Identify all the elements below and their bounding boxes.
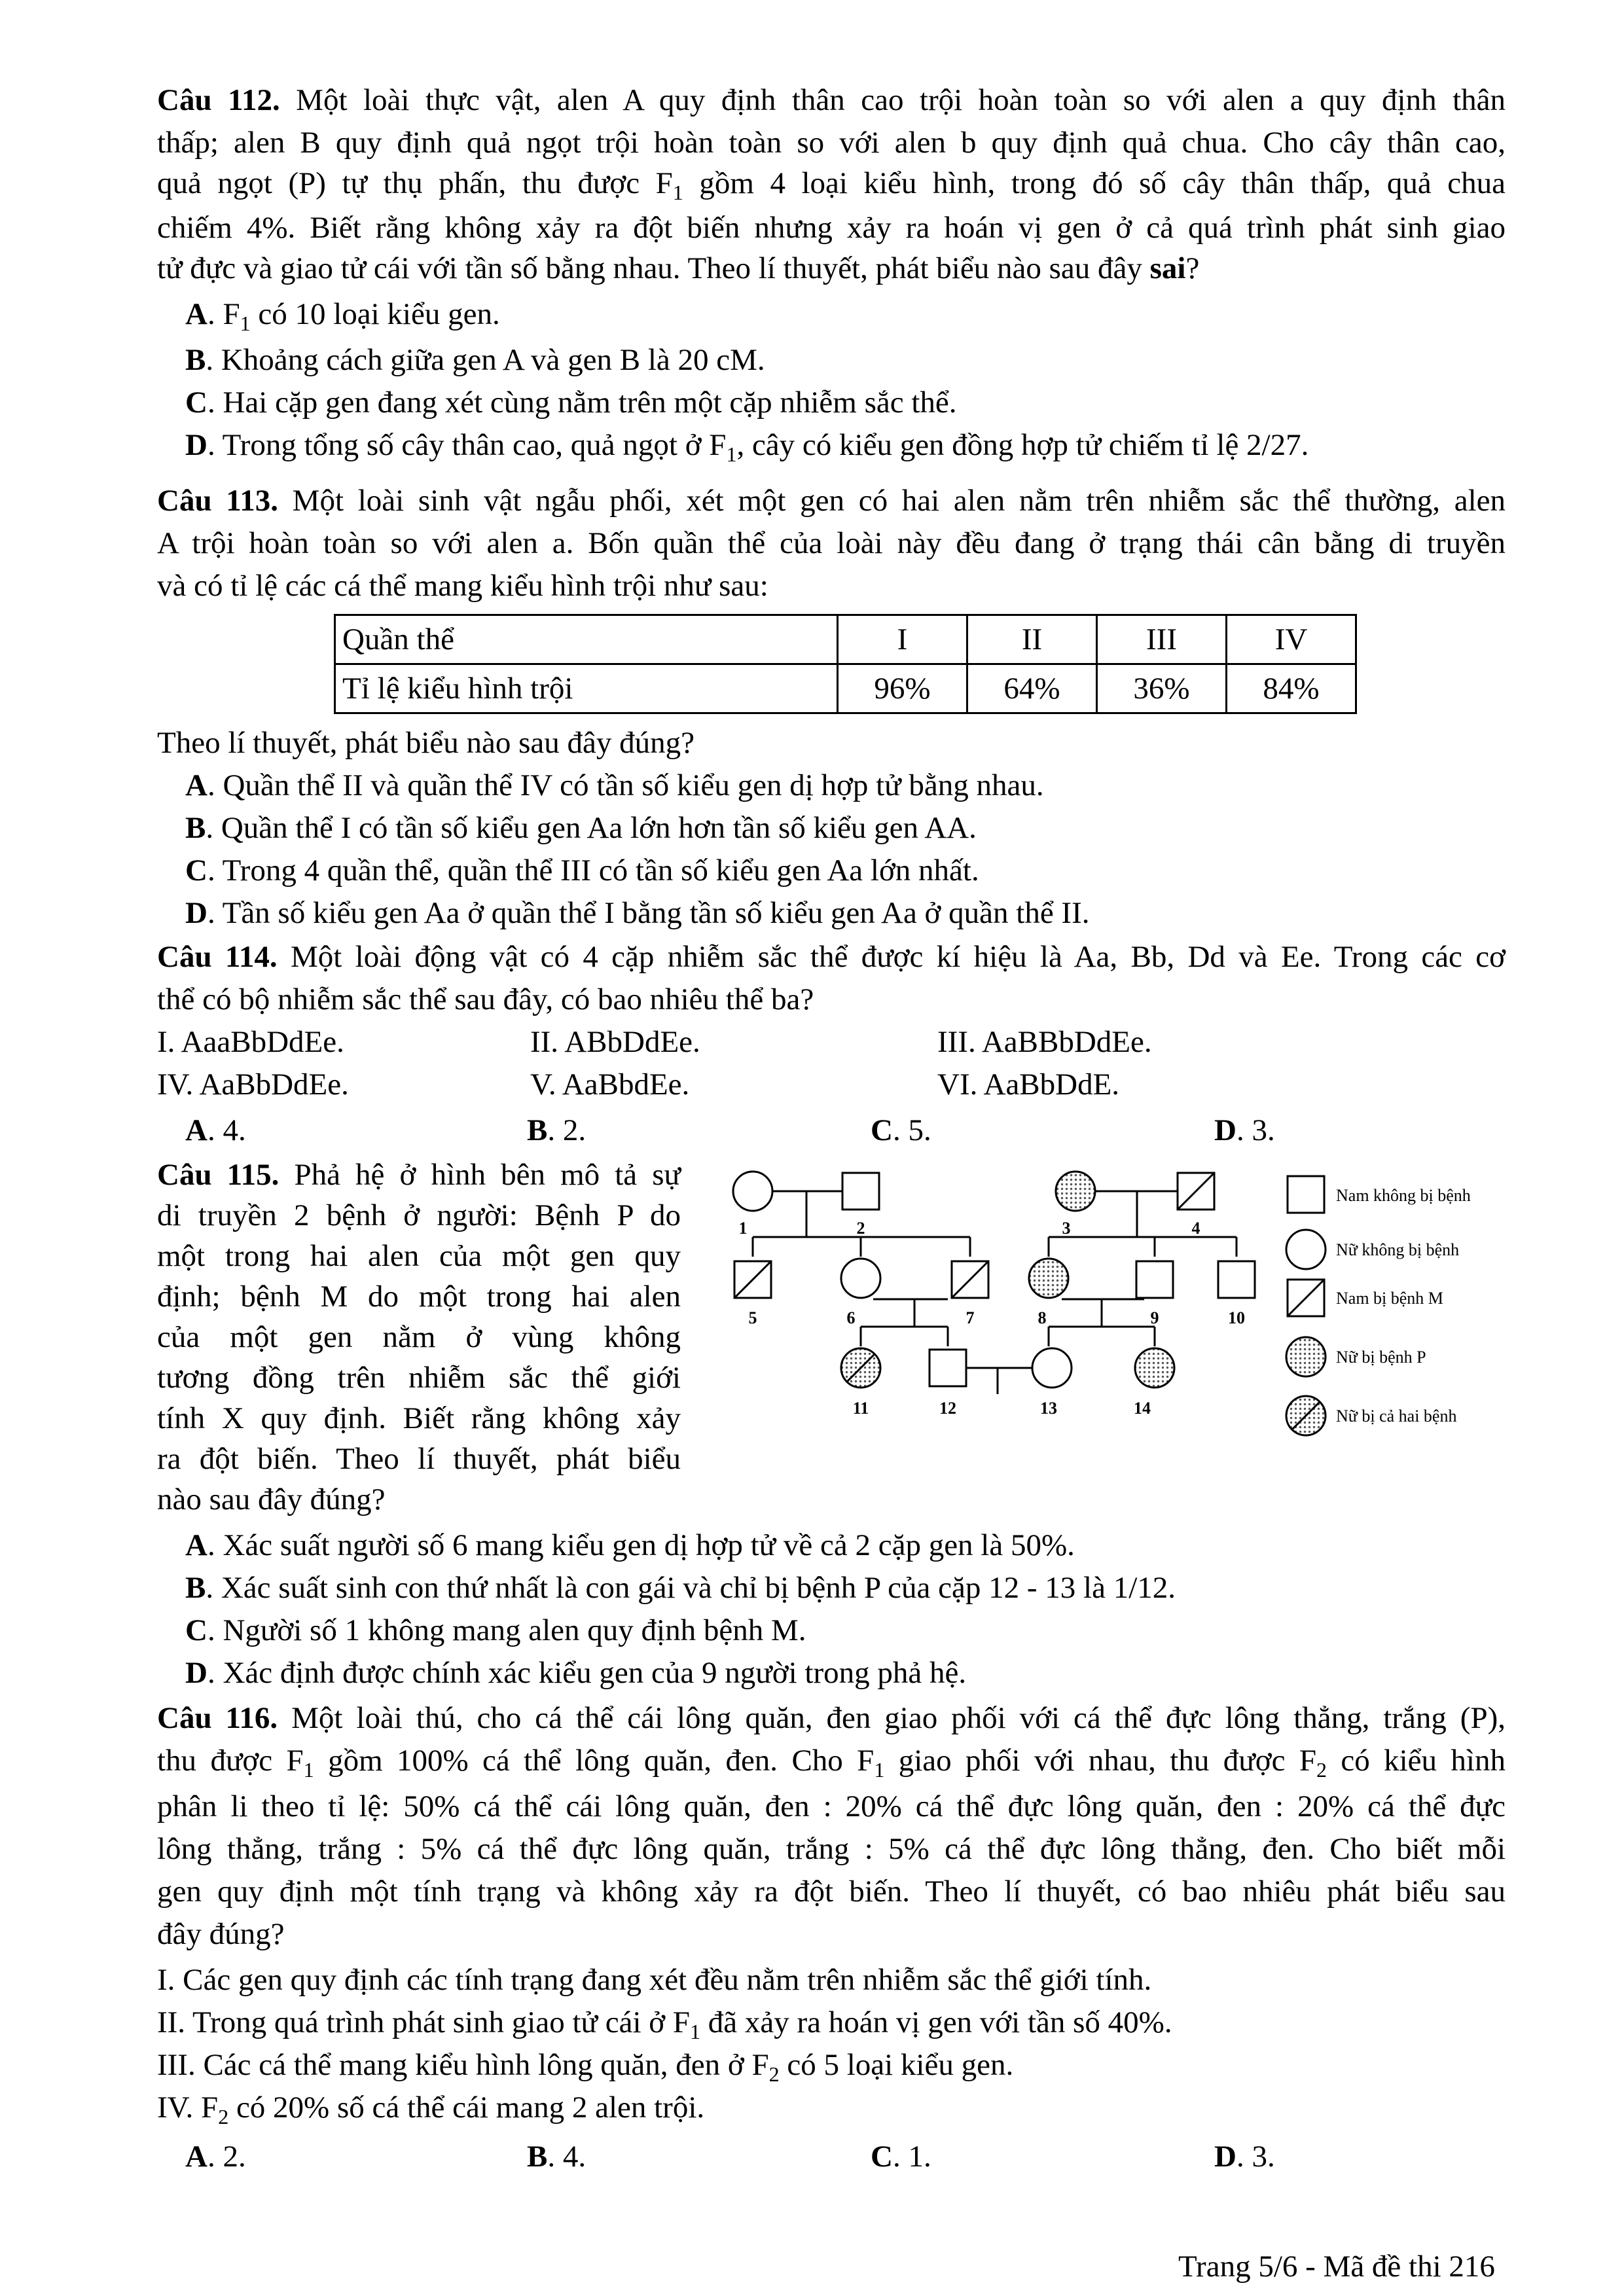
- table-cell: 84%: [1227, 664, 1356, 713]
- q113-option-a: [185, 766, 1044, 805]
- dominant-phenotype-table: [334, 614, 1357, 714]
- table-header-cell: I: [838, 615, 967, 664]
- q115-line4: định; bệnh M do một trong hai alen: [157, 1280, 681, 1314]
- q112-d-letter: D: [185, 428, 208, 462]
- pedigree-female-13: [1032, 1348, 1072, 1388]
- q114-option-c: [871, 1111, 931, 1150]
- q113-option-c: [185, 851, 979, 890]
- q115-option-d: [185, 1653, 966, 1693]
- table-row: [335, 664, 1356, 713]
- q112-d-pre: . Trong tổng số cây thân cao, quả ngọt ở F: [207, 428, 727, 462]
- legend-label: Nữ bị cả hai bệnh: [1336, 1407, 1457, 1426]
- q116-text2c: giao phối với nhau, thu được F: [884, 1744, 1316, 1778]
- q114-option-b: [527, 1111, 586, 1150]
- q114-a-text: . 4.: [207, 1113, 246, 1147]
- q114-d-letter: D: [1214, 1113, 1236, 1147]
- q112-text1: Một loài thực vật, alen A quy định thân cao trội hoàn toàn so với alen a quy định thân: [296, 83, 1506, 117]
- q115-b-letter: B: [185, 1571, 206, 1605]
- q115-text1: Phả hệ ở hình bên mô tả sự: [294, 1158, 681, 1192]
- q115-c-letter: C: [185, 1613, 208, 1647]
- q115-a-text: . Xác suất người số 6 mang kiểu gen dị hợp tử về cả 2 cặp gen là 50%.: [207, 1528, 1075, 1562]
- pedigree-legend: [1286, 1176, 1471, 1435]
- q116-line5: gen quy định một tính trạng và không xảy ra đột biến. Theo lí thuyết, có bao nhiêu phát biểu sau: [157, 1874, 1506, 1909]
- page-footer: Trang 5/6 - Mã đề thi 216: [1178, 2250, 1495, 2284]
- q112-b-text: . Khoảng cách giữa gen A và gen B là 20 cM.: [206, 343, 765, 377]
- q113-option-b: [185, 808, 977, 848]
- pedigree-female-14: [1135, 1348, 1174, 1388]
- q116-sub2b: 1: [874, 1758, 885, 1782]
- q115-option-c: [185, 1611, 806, 1650]
- pedigree-chart: [730, 1168, 1542, 1469]
- table-header-cell: III: [1097, 615, 1227, 664]
- q112-text3b: gồm 4 loại kiểu hình, trong đó số cây thân thấp, quả chua: [683, 166, 1506, 200]
- q112-a-sub: 1: [240, 312, 251, 335]
- table-cell: 36%: [1097, 664, 1227, 713]
- q113-a-letter: A: [185, 768, 208, 802]
- q112-line3: [157, 164, 1506, 203]
- q116-a-letter: A: [185, 2140, 208, 2174]
- table-cell: 96%: [838, 664, 967, 713]
- pedigree-male-10: [1218, 1261, 1255, 1298]
- q114-line2: thể có bộ nhiễm sắc thể sau đây, có bao nhiêu thể ba?: [157, 982, 814, 1016]
- q116-s2a: II. Trong quá trình phát sinh giao tử cái ở F: [157, 2005, 691, 2039]
- q116-s3b: có 5 loại kiểu gen.: [779, 2048, 1014, 2082]
- q116-sub2a: 1: [303, 1758, 314, 1782]
- q114-item-4: IV. AaBbDdEe.: [157, 1067, 349, 1102]
- q113-line4: Theo lí thuyết, phát biểu nào sau đây đúng?: [157, 726, 695, 760]
- pedigree-female-1: [733, 1172, 772, 1211]
- pedigree-male-9: [1136, 1261, 1173, 1298]
- pedigree-number: 13: [1040, 1399, 1057, 1418]
- legend-female-disease-p-icon: [1286, 1337, 1326, 1376]
- pedigree-male-5: [734, 1261, 771, 1298]
- q116-statement-3: [157, 2045, 1013, 2085]
- legend-label: Nam bị bệnh M: [1336, 1289, 1443, 1308]
- q116-s3sub: 2: [768, 2062, 780, 2086]
- q114-c-letter: C: [871, 1113, 893, 1147]
- q112-line5: [157, 249, 1199, 288]
- q114-item-2: II. ABbDdEe.: [530, 1025, 700, 1059]
- q112-sub3: 1: [672, 181, 683, 204]
- q116-s4a: IV. F: [157, 2090, 219, 2125]
- q116-statement-1: I. Các gen quy định các tính trạng đang xét đều nằm trên nhiễm sắc thể giới tính.: [157, 1963, 1152, 1997]
- q115-line7: tính X quy định. Biết rằng không xảy: [157, 1401, 681, 1435]
- q112-text5b: ?: [1185, 251, 1200, 285]
- table-header-cell: Quần thể: [335, 615, 838, 664]
- q113-d-letter: D: [185, 896, 208, 930]
- q116-option-b: [527, 2137, 586, 2176]
- legend-label: Nữ không bị bệnh: [1336, 1240, 1460, 1259]
- pedigree-female-8: [1029, 1259, 1068, 1298]
- pedigree-number: 8: [1038, 1308, 1047, 1327]
- legend-female-both-icon: [1286, 1396, 1326, 1435]
- q112-c-text: . Hai cặp gen đang xét cùng nằm trên một cặp nhiễm sắc thể.: [207, 386, 957, 420]
- q112-a-pre: . F: [207, 297, 240, 331]
- q113-b-text: . Quần thể I có tần số kiểu gen Aa lớn hơn tần số kiểu gen AA.: [206, 811, 977, 845]
- q115-c-text: . Người số 1 không mang alen quy định bệnh M.: [207, 1613, 806, 1647]
- table-header-cell: II: [967, 615, 1097, 664]
- q112-option-d: [185, 425, 1308, 465]
- q114-item-6: VI. AaBbDdE.: [937, 1067, 1120, 1102]
- legend-label: Nữ bị bệnh P: [1336, 1348, 1426, 1367]
- q112-option-a: [185, 295, 500, 334]
- q112-label: Câu 112.: [157, 83, 280, 117]
- pedigree-male-7: [952, 1261, 988, 1298]
- q112-bold-sai: sai: [1149, 251, 1186, 285]
- pedigree-male-12: [929, 1350, 966, 1386]
- q116-text2b: gồm 100% cá thể lông quăn, đen. Cho F: [314, 1744, 875, 1778]
- q112-b-letter: B: [185, 343, 206, 377]
- q112-text3a: quả ngọt (P) tự thụ phấn, thu được F: [157, 166, 673, 200]
- q113-a-text: . Quần thể II và quần thể IV có tần số kiểu gen dị hợp tử bằng nhau.: [207, 768, 1044, 802]
- q115-a-letter: A: [185, 1528, 208, 1562]
- q116-d-text: . 3.: [1236, 2140, 1275, 2174]
- pedigree-number: 10: [1228, 1308, 1245, 1327]
- q115-line9: nào sau đây đúng?: [157, 1482, 386, 1516]
- q116-b-letter: B: [527, 2140, 548, 2174]
- pedigree-male-2: [842, 1173, 879, 1210]
- q112-a-post: có 10 loại kiểu gen.: [250, 297, 500, 331]
- q115-d-text: . Xác định được chính xác kiểu gen của 9 người trong phả hệ.: [207, 1656, 967, 1690]
- q114-item-5: V. AaBbdEe.: [530, 1067, 690, 1102]
- q112-d-post: , cây có kiểu gen đồng hợp tử chiếm tỉ lệ 2/27.: [736, 428, 1309, 462]
- q116-s2b: đã xảy ra hoán vị gen với tần số 40%.: [700, 2005, 1172, 2039]
- legend-male-healthy-icon: [1288, 1176, 1324, 1213]
- q112-line2: thấp; alen B quy định quả ngọt trội hoàn toàn so với alen b quy định quả chua. Cho cây thân cao,: [157, 126, 1506, 160]
- q113-line1: [157, 481, 1506, 520]
- q116-text2d: có kiểu hình: [1326, 1744, 1506, 1778]
- q115-d-letter: D: [185, 1656, 208, 1690]
- table-header-row: [335, 615, 1356, 664]
- q112-a-letter: A: [185, 297, 208, 331]
- q116-s4sub: 2: [218, 2105, 229, 2128]
- q116-statement-2: [157, 2003, 1172, 2042]
- q113-line2: A trội hoàn toàn so với alen a. Bốn quần thể của loài này đều đang ở trạng thái cân bằng di truyền: [157, 526, 1506, 560]
- table-cell: 64%: [967, 664, 1097, 713]
- q113-c-text: . Trong 4 quần thể, quần thể III có tần số kiểu gen Aa lớn nhất.: [207, 853, 979, 888]
- q113-text1: Một loài sinh vật ngẫu phối, xét một gen có hai alen nằm trên nhiễm sắc thể thường, alen: [292, 484, 1506, 518]
- q116-text1: Một loài thú, cho cá thể cái lông quăn, đen giao phối với cá thể đực lông thẳng, trắng (P),: [291, 1701, 1506, 1735]
- q115-line8: ra đột biến. Theo lí thuyết, phát biểu: [157, 1442, 681, 1476]
- q114-line1: [157, 937, 1506, 977]
- q116-b-text: . 4.: [547, 2140, 586, 2174]
- q115-line2: di truyền 2 bệnh ở người: Bệnh P do: [157, 1198, 681, 1232]
- q112-d-sub: 1: [726, 442, 737, 466]
- q113-d-text: . Tần số kiểu gen Aa ở quần thể I bằng tần số kiểu gen Aa ở quần thể II.: [207, 896, 1090, 930]
- q116-line3: phân li theo tỉ lệ: 50% cá thể cái lông quăn, đen : 20% cá thể đực lông quăn, đen : 20% cá thể đực: [157, 1789, 1506, 1823]
- q114-b-letter: B: [527, 1113, 548, 1147]
- q116-c-text: . 1.: [892, 2140, 931, 2174]
- q112-line1: [157, 81, 1506, 120]
- q114-label: Câu 114.: [157, 940, 278, 974]
- q113-b-letter: B: [185, 811, 206, 845]
- q113-c-letter: C: [185, 853, 208, 888]
- q116-c-letter: C: [871, 2140, 893, 2174]
- q114-d-text: . 3.: [1236, 1113, 1275, 1147]
- pedigree-number: 1: [738, 1219, 748, 1238]
- q116-line4: lông thẳng, trắng : 5% cá thể đực lông quăn, trắng : 5% cá thể đực lông thẳng, đen. Cho biết mỗi: [157, 1832, 1506, 1866]
- q116-d-letter: D: [1214, 2140, 1236, 2174]
- pedigree-male-4: [1178, 1173, 1214, 1210]
- q112-option-b: [185, 340, 765, 380]
- q116-a-text: . 2.: [207, 2140, 246, 2174]
- table-cell: Tỉ lệ kiểu hình trội: [335, 664, 838, 713]
- q116-option-c: [871, 2137, 931, 2176]
- pedigree-number: 9: [1150, 1308, 1159, 1327]
- q114-text1: Một loài động vật có 4 cặp nhiễm sắc thể được kí hiệu là Aa, Bb, Dd và Ee. Trong các cơ: [290, 940, 1506, 974]
- q115-line6: tương đồng trên nhiễm sắc thể giới: [157, 1361, 681, 1395]
- q112-line4: chiếm 4%. Biết rằng không xảy ra đột biến nhưng xảy ra hoán vị gen ở cả quá trình phát sinh giao: [157, 211, 1506, 245]
- q116-line2: [157, 1741, 1506, 1780]
- q114-item-1: I. AaaBbDdEe.: [157, 1025, 344, 1059]
- q113-option-d: [185, 893, 1090, 933]
- q116-s4b: có 20% số cá thể cái mang 2 alen trội.: [228, 2090, 705, 2125]
- pedigree-number: 5: [748, 1308, 757, 1327]
- pedigree-female-3: [1056, 1172, 1095, 1211]
- legend-female-healthy-icon: [1286, 1230, 1326, 1269]
- q114-option-a: [185, 1111, 246, 1150]
- pedigree-number: 7: [965, 1308, 975, 1327]
- table-header-cell: IV: [1227, 615, 1356, 664]
- q115-line3: một trong hai alen của một gen quy: [157, 1239, 681, 1273]
- q115-line5: của một gen nằm ở vùng không: [157, 1320, 681, 1354]
- pedigree-number: 4: [1191, 1219, 1200, 1238]
- q114-c-text: . 5.: [892, 1113, 931, 1147]
- q116-s2sub: 1: [690, 2020, 701, 2043]
- q116-sub2c: 2: [1316, 1758, 1327, 1782]
- legend-male-disease-m-icon: [1288, 1280, 1324, 1316]
- q113-label: Câu 113.: [157, 484, 278, 518]
- q115-b-text: . Xác suất sinh con thứ nhất là con gái và chỉ bị bệnh P của cặp 12 - 13 là 1/12.: [206, 1571, 1176, 1605]
- q116-statement-4: [157, 2088, 704, 2127]
- q112-c-letter: C: [185, 386, 208, 420]
- pedigree-female-11: [841, 1348, 880, 1388]
- q115-line1: [157, 1155, 681, 1194]
- q114-a-letter: A: [185, 1113, 208, 1147]
- pedigree-number: 12: [939, 1399, 956, 1418]
- q116-text2a: thu được F: [157, 1744, 304, 1778]
- q116-s3a: III. Các cá thể mang kiểu hình lông quăn, đen ở F: [157, 2048, 769, 2082]
- q115-option-b: [185, 1568, 1176, 1607]
- q116-line6: đây đúng?: [157, 1917, 285, 1951]
- pedigree-number: 14: [1134, 1399, 1151, 1418]
- q116-label: Câu 116.: [157, 1701, 278, 1735]
- q112-text5a: tử đực và giao tử cái với tần số bằng nhau. Theo lí thuyết, phát biểu nào sau đây: [157, 251, 1150, 285]
- q114-b-text: . 2.: [547, 1113, 586, 1147]
- legend-label: Nam không bị bệnh: [1336, 1186, 1471, 1205]
- pedigree-number: 3: [1062, 1219, 1071, 1238]
- q114-item-3: III. AaBBbDdEe.: [937, 1025, 1152, 1059]
- q116-option-d: [1214, 2137, 1275, 2176]
- pedigree-number: 6: [846, 1308, 856, 1327]
- q115-label: Câu 115.: [157, 1158, 280, 1192]
- q113-line3: và có tỉ lệ các cá thể mang kiểu hình trội như sau:: [157, 569, 768, 603]
- pedigree-number: 11: [852, 1399, 869, 1418]
- pedigree-female-6: [841, 1259, 880, 1298]
- q112-option-c: [185, 383, 957, 422]
- q115-option-a: [185, 1526, 1075, 1565]
- q116-option-a: [185, 2137, 246, 2176]
- q114-option-d: [1214, 1111, 1275, 1150]
- q116-line1: [157, 1698, 1506, 1738]
- pedigree-number: 2: [856, 1219, 865, 1238]
